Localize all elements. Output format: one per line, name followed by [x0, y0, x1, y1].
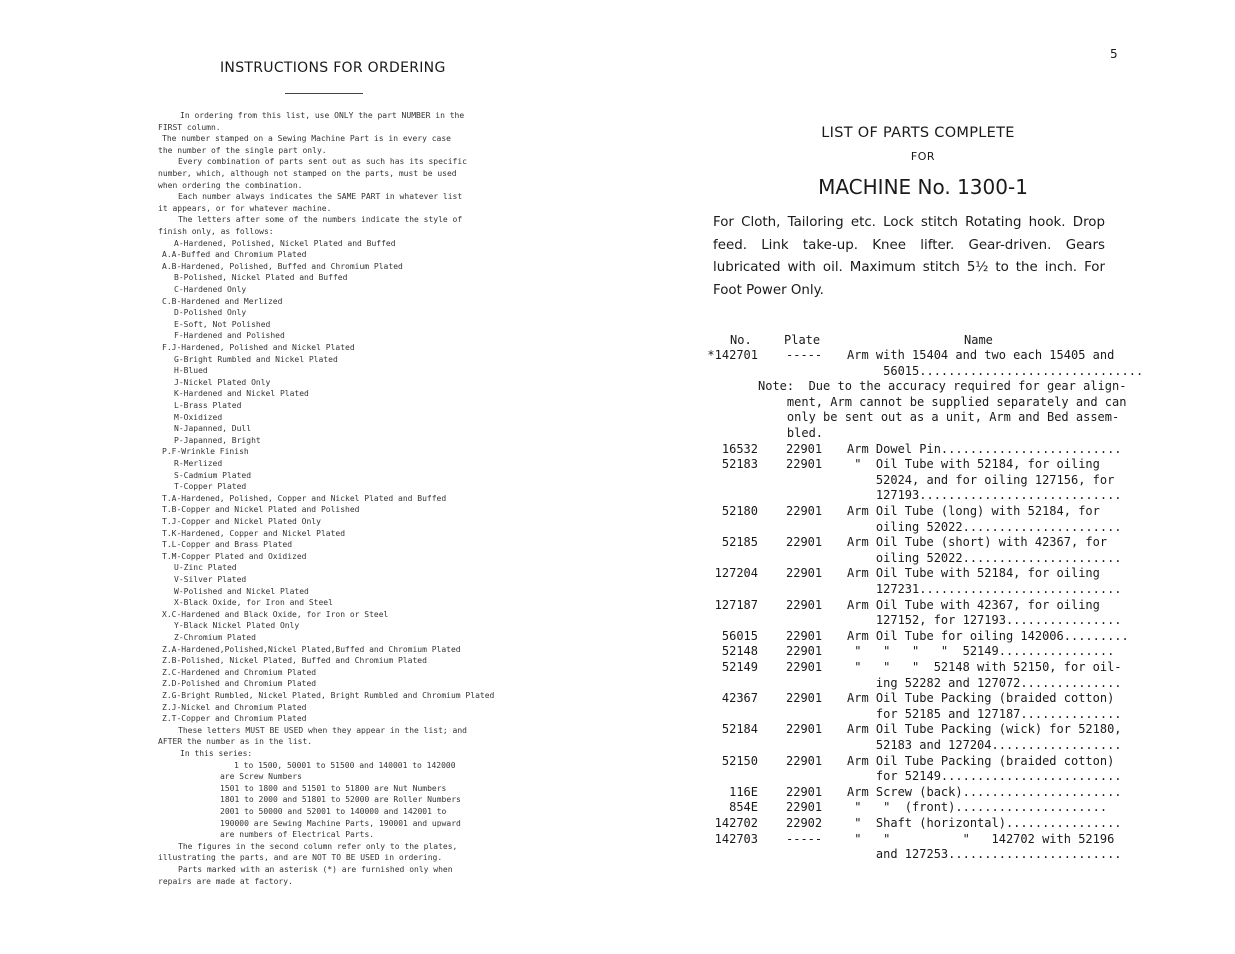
parts-list-title: LIST OF PARTS COMPLETE [821, 125, 1015, 141]
instruction-line: Every combination of parts sent out as such has its specific [178, 157, 467, 167]
instruction-line: finish only, as follows: [158, 227, 274, 236]
part-description: oiling 52022...................... [847, 550, 1122, 565]
instruction-line: T.B-Copper and Nickel Plated and Polished [162, 505, 360, 515]
part-description: Arm with 15404 and two each 15405 and [847, 348, 1115, 362]
plate-number: 22901 [786, 800, 823, 815]
plate-number: 22901 [786, 691, 823, 706]
part-description: " Oil Tube with 52184, for oiling [847, 457, 1100, 472]
instruction-line: B-Polished, Nickel Plated and Buffed [174, 273, 348, 283]
instruction-line: P.F-Wrinkle Finish [162, 447, 249, 457]
part-number: 52185 [721, 535, 758, 550]
instruction-line: T.J-Copper and Nickel Plated Only [162, 517, 321, 526]
instruction-line: K-Hardened and Nickel Plated [174, 389, 309, 399]
part-description: 56015............................... [847, 363, 1144, 378]
instruction-line: Z.J-Nickel and Chromium Plated [162, 702, 307, 712]
instruction-line: T.A-Hardened, Polished, Copper and Nickel Plated and Buffed [162, 493, 447, 503]
instruction-line: 1801 to 2000 and 51801 to 52000 are Roller Numbers [220, 795, 461, 805]
part-number: 127204 [714, 566, 758, 581]
plate-number: ----- [786, 831, 823, 846]
part-description: oiling 52022...................... [847, 519, 1122, 534]
plate-number: 22901 [786, 644, 823, 659]
instruction-line: number, which, although not stamped on the parts, must be used [158, 169, 457, 178]
instruction-line: V-Silver Plated [174, 575, 247, 584]
instruction-line: A.A-Buffed and Chromium Plated [162, 250, 307, 260]
instruction-line: F.J-Hardened, Polished and Nickel Plated [162, 343, 355, 352]
instruction-line: F-Hardened and Polished [174, 331, 285, 341]
part-number: 142703 [714, 831, 758, 846]
instruction-line: Z.C-Hardened and Chromium Plated [162, 667, 317, 677]
instruction-line: 1 to 1500, 50001 to 51500 and 140001 to 142000 [234, 760, 456, 770]
column-header-plate: Plate [784, 333, 821, 347]
note-line: only be sent out as a unit, Arm and Bed assem- [758, 410, 1120, 425]
instruction-line: C-Hardened Only [174, 285, 247, 294]
instruction-line: T.L-Copper and Brass Plated [162, 540, 293, 550]
instruction-line: E-Soft, Not Polished [174, 319, 271, 329]
instruction-line: The figures in the second column refer only to the plates, [178, 841, 458, 851]
instruction-line: In this series: [180, 749, 253, 758]
part-description: Arm Oil Tube with 52184, for oiling [847, 566, 1100, 581]
part-description: " " " 142702 with 52196 [847, 831, 1115, 846]
part-description: 127193............................ [847, 488, 1122, 503]
instruction-line: L-Brass Plated [174, 401, 242, 410]
part-description: Arm Oil Tube Packing (braided cotton) [847, 691, 1115, 706]
plate-number: 22901 [786, 504, 823, 518]
part-description: " " " " 52149................ [847, 644, 1115, 659]
instruction-line: C.B-Hardened and Merlized [162, 296, 283, 306]
instruction-line: it appears, or for whatever machine. [158, 203, 332, 213]
part-description: Arm Oil Tube Packing (braided cotton) [847, 753, 1115, 768]
machine-description: For Cloth, Tailoring etc. Lock stitch Rotating hook. Drop feed. Link take-up. Knee lifter. Gear-driven. Gears lubricated with oil. Maximum stitch 5½ to the inch. For Foot Power Only. [713, 215, 1105, 298]
part-description: Arm Screw (back)...................... [847, 784, 1122, 799]
instruction-line: G-Bright Rumbled and Nickel Plated [174, 354, 338, 364]
part-description: " " (front)..................... [847, 800, 1108, 815]
part-number: 142702 [714, 816, 758, 830]
part-description: Arm Oil Tube Packing (wick) for 52180, [847, 722, 1122, 737]
part-description: for 52185 and 127187.............. [847, 706, 1122, 721]
part-number: 127187 [714, 597, 758, 612]
instruction-line: These letters MUST BE USED when they appear in the list; and [178, 725, 467, 735]
instruction-line: M-Oxidized [174, 412, 223, 422]
part-description: Arm Oil Tube with 42367, for oiling [847, 597, 1100, 612]
instruction-line: The letters after some of the numbers indicate the style of [178, 215, 463, 225]
plate-number: 22901 [786, 597, 823, 612]
instruction-line: X.C-Hardened and Black Oxide, for Iron or Steel [162, 609, 389, 619]
part-description: Arm Dowel Pin......................... [847, 441, 1122, 456]
instruction-line: are numbers of Electrical Parts. [220, 830, 375, 840]
instruction-line: Z-Chromium Plated [174, 633, 256, 642]
instruction-line: A.B-Hardened, Polished, Buffed and Chromium Plated [162, 261, 403, 271]
instruction-line: when ordering the combination. [158, 180, 303, 190]
instruction-line: In ordering from this list, use ONLY the part NUMBER in the [180, 111, 465, 120]
part-description: 52024, and for oiling 127156, for [847, 472, 1115, 487]
part-number: *142701 [707, 348, 758, 362]
instruction-line: 190000 are Sewing Machine Parts, 190001 and upward [220, 818, 461, 828]
instruction-line: U-Zinc Plated [174, 563, 237, 573]
part-number: 42367 [721, 691, 758, 706]
page-number: 5 [1110, 47, 1118, 61]
part-number: 52180 [721, 504, 758, 518]
instruction-line: FIRST column. [158, 122, 221, 132]
instruction-line: are Screw Numbers [220, 772, 302, 782]
instruction-line: S-Cadmium Plated [174, 470, 252, 480]
part-description: Arm Oil Tube (short) with 42367, for [847, 535, 1108, 550]
part-description: ing 52282 and 127072.............. [847, 675, 1122, 690]
part-description: Arm Oil Tube (long) with 52184, for [847, 504, 1100, 518]
instruction-line: Y-Black Nickel Plated Only [174, 621, 300, 631]
plate-number: 22901 [786, 753, 823, 768]
instruction-line: Parts marked with an asterisk (*) are furnished only when [178, 865, 453, 874]
part-description: Arm Oil Tube for oiling 142006......... [847, 628, 1129, 643]
plate-number: 22902 [786, 816, 823, 830]
instruction-line: 1501 to 1800 and 51501 to 51800 are Nut Numbers [220, 783, 447, 793]
instruction-line: R-Merlized [174, 459, 223, 468]
column-header-name: Name [964, 333, 993, 347]
instruction-line: AFTER the number as in the list. [158, 737, 313, 747]
instructions-title: INSTRUCTIONS FOR ORDERING [220, 60, 446, 76]
column-header-no: No. [730, 333, 752, 347]
part-description: and 127253........................ [847, 847, 1122, 862]
part-description: 127231............................ [847, 582, 1122, 596]
instruction-line: X-Black Oxide, for Iron and Steel [174, 598, 333, 608]
machine-model: MACHINE No. 1300-1 [818, 175, 1028, 199]
instruction-line: N-Japanned, Dull [174, 424, 252, 434]
instruction-line: repairs are made at factory. [158, 876, 293, 886]
instruction-line: D-Polished Only [174, 308, 247, 318]
plate-number: 22901 [786, 457, 823, 472]
plate-number: 22901 [786, 660, 823, 674]
part-description: for 52149......................... [847, 769, 1122, 784]
plate-number: 22901 [786, 722, 823, 737]
part-description: " Shaft (horizontal)................ [847, 816, 1122, 830]
instruction-line: T.K-Hardened, Copper and Nickel Plated [162, 528, 346, 538]
plate-number: 22901 [786, 566, 823, 581]
plate-number: 22901 [786, 441, 823, 456]
part-number: 52150 [721, 753, 758, 768]
instruction-line: Z.G-Bright Rumbled, Nickel Plated, Bright Rumbled and Chromium Plated [162, 691, 495, 700]
note-line: Note: Due to the accuracy required for gear align- [758, 379, 1127, 394]
instruction-line: Z.A-Hardened,Polished,Nickel Plated,Buffed and Chromium Plated [162, 644, 461, 654]
part-number: 52184 [721, 722, 758, 737]
title-divider [285, 93, 363, 94]
instruction-line: The number stamped on a Sewing Machine Part is in every case [162, 134, 451, 144]
part-description: " " " 52148 with 52150, for oil- [847, 660, 1122, 674]
instruction-line: T.M-Copper Plated and Oxidized [162, 551, 307, 561]
part-description: 127152, for 127193................ [847, 613, 1122, 628]
instruction-line: A-Hardened, Polished, Nickel Plated and Buffed [174, 238, 396, 248]
instruction-line: W-Polished and Nickel Plated [174, 586, 309, 596]
instruction-line: Each number always indicates the SAME PART in whatever list [178, 192, 463, 202]
instruction-line: P-Japanned, Bright [174, 435, 261, 445]
plate-number: 22901 [786, 535, 823, 550]
part-number: 52148 [721, 644, 758, 659]
note-line: bled. [758, 426, 824, 440]
part-number: 52183 [721, 457, 758, 472]
part-number: 52149 [721, 660, 758, 674]
instruction-line: Z.T-Copper and Chromium Plated [162, 714, 307, 724]
instruction-line: 2001 to 50000 and 52001 to 140000 and 142001 to [220, 807, 447, 816]
part-number: 116E [729, 784, 758, 799]
part-number: 16532 [721, 441, 758, 456]
instruction-line: J-Nickel Plated Only [174, 377, 271, 387]
plate-number: 22901 [786, 628, 823, 643]
part-description: 52183 and 127204.................. [847, 738, 1122, 752]
part-number: 854E [729, 800, 758, 815]
instruction-line: illustrating the parts, and are NOT TO BE USED in ordering. [158, 853, 443, 863]
instruction-line: Z.D-Polished and Chromium Plated [162, 679, 317, 689]
instruction-line: the number of the single part only. [158, 145, 327, 155]
plate-number: ----- [786, 348, 823, 362]
instruction-line: Z.B-Polished, Nickel Plated, Buffed and Chromium Plated [162, 656, 427, 666]
plate-number: 22901 [786, 784, 823, 799]
instruction-line: T-Copper Plated [174, 482, 247, 492]
note-line: ment, Arm cannot be supplied separately and can [758, 394, 1127, 409]
for-label: FOR [910, 150, 936, 163]
part-number: 56015 [721, 628, 758, 643]
instruction-line: H-Blued [174, 366, 208, 376]
